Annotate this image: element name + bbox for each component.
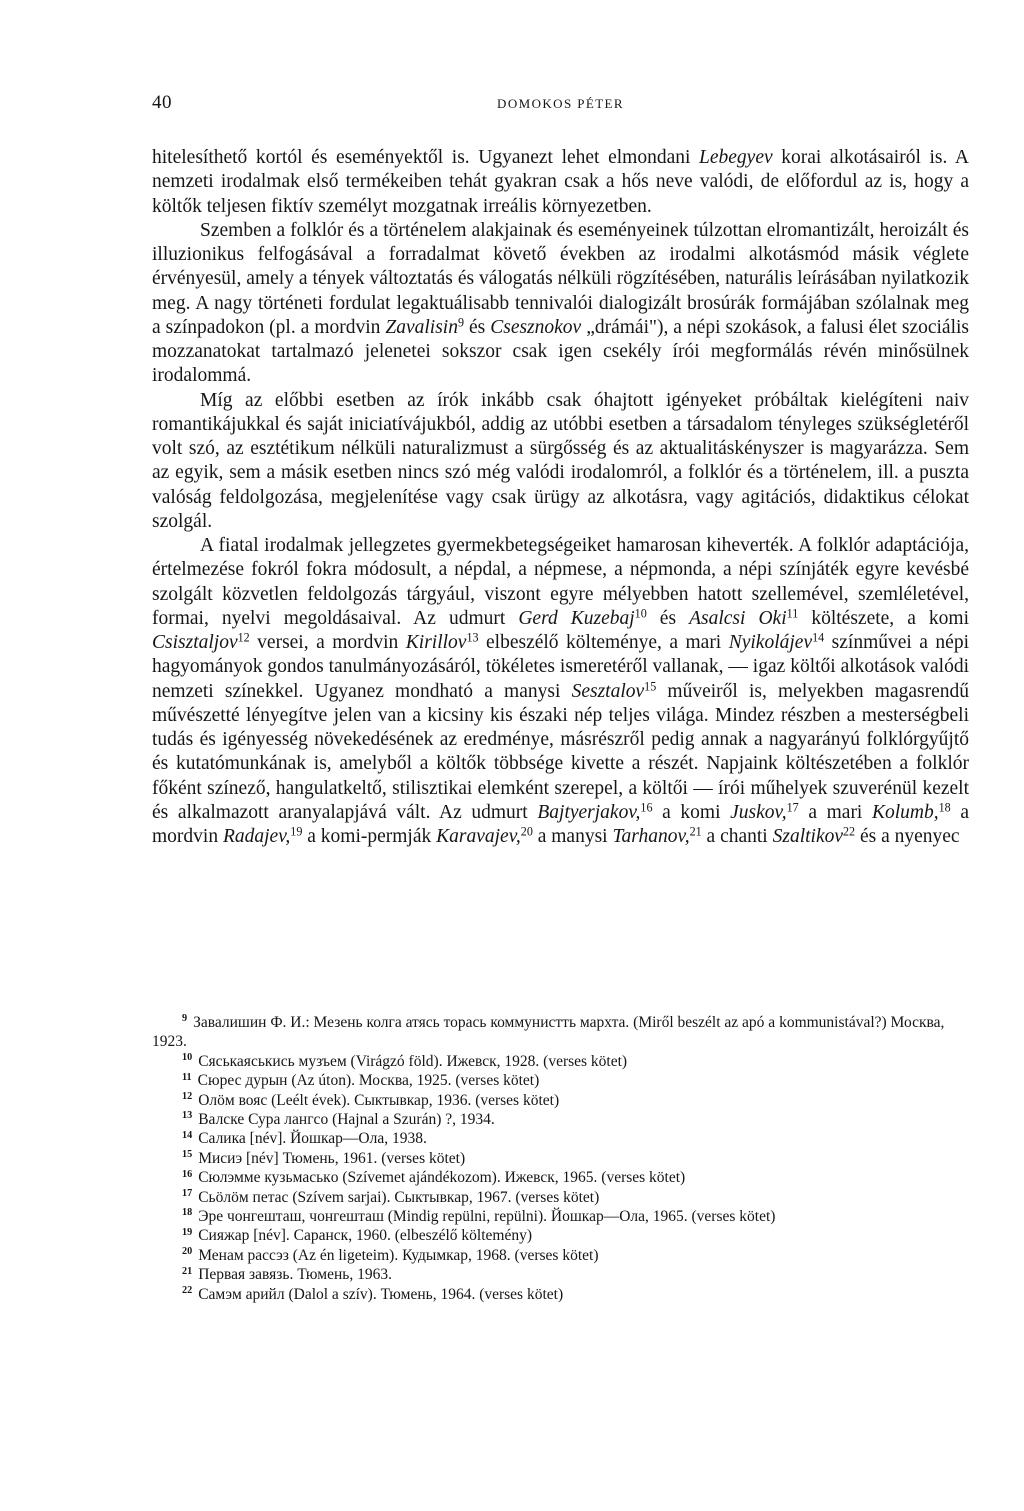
footnote-number: 22 <box>182 1285 193 1297</box>
author-name: , <box>635 801 641 823</box>
text-run: „drámái"), a népi szokások, a falusi élet szociális mozzanatokat tartalmazó jelenetei sokszor csak igen csekély írói megformálás révén minősülnek irodalommá. <box>152 316 970 387</box>
text-run: A fiatal irodalmak jellegzetes gyermekbetegségeiket hamarosan kiheverték. A folklór adaptációja, értelmezése fokról fokra módosult, a népdal, a népmese, a népmonda, a népi színjáték egyre kevésbé szolgált közvetlen feldolgozás tárgyául, viszont egyre mélyebben hatott szellemével, szemléletével, formai, nyelvi megoldásaival. Az udmurt <box>152 535 969 629</box>
footnote-text: Сюлэмме кузьмаськo (Szívemet ajándékozom). Ижевск, 1965. (verses kötet) <box>198 1169 686 1187</box>
footnote-number: 10 <box>182 1052 193 1064</box>
footnote-text: Сияжар [név]. Саранск, 1960. (elbeszélő költemény) <box>198 1227 532 1245</box>
text-run: színművei a népi hagyományok gondos tanulmányozásáról, tökéletes ismeretéről vallanak, — igaz költői alkotások valódi nemzeti színekkel. Ugyanez mondható a manysi <box>152 632 970 702</box>
footnote-text: Олӧм вояс (Leélt évek). Сыктывкар, 1936. (verses kötet) <box>198 1091 560 1109</box>
author-name: Kirillov <box>405 632 467 653</box>
footnote <box>152 1110 969 1129</box>
author-name: Lebegyev <box>699 147 773 168</box>
footnote-text: Мисиэ [név] Тюмень, 1961. (verses kötet) <box>198 1149 466 1167</box>
footnote-number: 19 <box>182 1226 193 1238</box>
footnote-text: Эре чонгешташ, чонгешташ (Mindig repülni, repülni). Йошкар—Ола, 1965. (verses kötet) <box>198 1208 776 1226</box>
footnote-reference: 16 <box>640 800 653 815</box>
footnote <box>152 1149 969 1168</box>
author-name: , <box>933 801 939 823</box>
author-name: , <box>515 826 521 847</box>
footnote-number: 14 <box>182 1129 193 1141</box>
footnote-reference: 19 <box>290 824 303 839</box>
footnote-number: 18 <box>182 1207 193 1219</box>
footnote-number: 16 <box>182 1168 193 1180</box>
footnote-text: Сяськаяськись музъем (Virágzó föld). Ижевск, 1928. (verses kötet) <box>198 1052 628 1070</box>
footnote-number: 9 <box>182 1013 188 1025</box>
author-name: Radajev <box>222 826 286 847</box>
text-run: a komi <box>652 801 731 823</box>
footnote <box>152 1246 969 1265</box>
author-name: , <box>781 801 787 823</box>
text-run: hitelesíthető kortól és eseményektől is. Ugyanezt lehet elmondani <box>152 147 700 168</box>
author-name: Nyikolájev <box>728 632 813 653</box>
footnote <box>152 1188 969 1207</box>
author-name: Tarhanov <box>612 826 685 847</box>
author-name: Sesztalov <box>571 680 645 702</box>
text-run: és <box>464 316 491 338</box>
footnote <box>152 1013 969 1052</box>
footnote <box>152 1207 969 1226</box>
footnote-text: Самэм арийл (Dalol a szív). Тюмень, 1964. (verses kötet) <box>198 1285 564 1303</box>
footnote-number: 12 <box>182 1091 193 1102</box>
text-run: műveiről is, melyekben magasrendű művészetté lényegítve jelen van a kicsiny kis északi nép teljes világa. Mindez részben a mesterségbeli tudás és igényesség növekedésének az eredménye, másrészről pedig annak a nagyarányú folklórgyűjtő és kutatómunkának is, amelyből a költők többsége kivette a részét. Napjaink költészetében a folklór főként színező, hangulatkeltő, stilisztikai elemként szerepel, a költői — írói műhelyek szuverénül kezelt és alkalmazott aranyalapjává vált. Az udmurt <box>152 680 969 823</box>
footnote-number: 20 <box>182 1246 193 1258</box>
text-run: elbeszélő költeménye, a mari <box>478 632 729 653</box>
footnote-reference: 10 <box>634 606 647 621</box>
footnote-reference: 11 <box>786 606 799 621</box>
footnote-text: Сюрес дурын (Az úton). Москва, 1925. (verses kötet) <box>197 1072 540 1090</box>
footnote-text: Завалишин Ф. И.: Мезень колга атясь торась коммунистть мархта. (Miről beszélt az apó a kommunistával?) Москва, 1923. <box>152 1014 945 1051</box>
text-run: a chanti <box>701 826 773 847</box>
author-name: Csisztaljov <box>152 632 238 653</box>
text-run: versei, a mordvin <box>249 632 406 653</box>
footnote-reference: 22 <box>843 824 856 839</box>
footnote-number: 21 <box>182 1265 193 1277</box>
footnote-text: Салика [név]. Йошкар—Ола, 1938. <box>198 1130 427 1148</box>
footnote-reference: 15 <box>644 678 657 693</box>
footnote <box>152 1052 969 1071</box>
text-run: és a nyenyec <box>855 826 960 847</box>
footnote-reference: 14 <box>812 630 825 645</box>
footnote-reference: 17 <box>786 800 799 815</box>
text-run: és <box>646 607 690 629</box>
footnote <box>152 1265 969 1284</box>
footnote-text: Сьӧлӧм петас (Szívem sarjai). Сыктывкар, 1967. (verses kötet) <box>198 1188 600 1206</box>
body-paragraph <box>152 219 969 389</box>
author-name: Gerd Kuzebaj <box>518 607 635 629</box>
footnote-reference: 20 <box>520 824 533 839</box>
author-name: Karavajev <box>436 826 516 847</box>
footnote-number: 11 <box>182 1071 192 1083</box>
body-paragraph <box>152 534 969 849</box>
footnote-reference: 21 <box>689 824 702 839</box>
author-name: Kolumb <box>872 801 934 823</box>
author-name: Asalcsi Oki <box>689 607 787 629</box>
author-name: Zavalisin <box>385 316 458 338</box>
text-run: a komi-permják <box>302 826 437 847</box>
footnote-number: 13 <box>182 1110 193 1122</box>
text-run: a manysi <box>532 826 613 847</box>
footnote-text: Валске Сура лангсо (Hajnal a Szurán) ?, 1934. <box>198 1111 495 1129</box>
running-head: DOMOKOS PÉTER <box>497 96 624 111</box>
footnote <box>152 1071 969 1090</box>
footnotes <box>152 1013 969 1304</box>
footnote <box>152 1168 969 1187</box>
page-header <box>152 92 969 118</box>
footnote <box>152 1285 969 1304</box>
author-name: Szaltikov <box>772 826 844 847</box>
footnote-text: Менам рассэз (Az én ligeteim). Кудымкар, 1968. (verses kötet) <box>198 1246 599 1264</box>
body-paragraph <box>152 389 969 535</box>
footnote-number: 15 <box>182 1149 193 1161</box>
text-run: Szemben a folklór és a történelem alakjainak és eseményeinek túlzottan elromantizált, heroizált és illuzionikus felfogásával a forradalmat követő években az irodalmi alkotásmód másik véglete érvényesül, amely a tények változtatás és válogatás nélküli rögzítésében, naturális leírásában nyilatkozik meg. A nagy történeti fordulat legaktuálisabb tennivalói dialogizált brosúrák formájában szólalnak meg a színpadokon (pl. a mordvin <box>152 219 969 338</box>
footnote-text: Первая завязь. Тюмень, 1963. <box>198 1266 392 1284</box>
body-paragraph <box>152 146 969 219</box>
author-name: Juskov <box>730 801 782 823</box>
footnote-reference: 9 <box>457 315 465 330</box>
footnote-reference: 12 <box>237 630 250 645</box>
page-number: 40 <box>152 92 172 113</box>
author-name: , <box>684 826 690 847</box>
footnote-reference: 13 <box>466 630 479 645</box>
footnote-number: 17 <box>182 1188 193 1200</box>
author-name: , <box>285 826 291 847</box>
footnote <box>152 1129 969 1148</box>
footnote <box>152 1091 969 1110</box>
text-run: a mordvin <box>152 801 970 847</box>
author-name: Csesznokov <box>490 316 582 338</box>
body-text <box>152 146 969 849</box>
text-run: a mari <box>798 801 872 823</box>
text-run: költészete, a komi <box>798 607 970 629</box>
text-run: korai alkotásairól is. A nemzeti irodalmak első termékeiben tehát gyakran csak a hős neve valódi, de előfordul az is, hogy a költők teljesen fiktív személyt mozgatnak irreális környezetben. <box>152 147 969 217</box>
footnote-reference: 18 <box>938 800 951 815</box>
author-name: Bajtyerjakov <box>537 801 636 823</box>
footnote <box>152 1226 969 1245</box>
text-run: Míg az előbbi esetben az írók inkább csak óhajtott igényeket próbáltak kielégíteni naiv romantikájukkal és saját iniciatívájukból, addig az utóbbi esetben a társadalom tényleges szükségletéről volt szó, az esztétikum nélküli naturalizmust a sürgősség és az aktualitáskényszer is magyarázza. Sem az egyik, sem a másik esetben nincs szó még valódi irodalomról, a folklór és a történelem, ill. a puszta valóság feldolgozása, megjelenítése vagy csak ürügy az alkotásra, vagy agitációs, didaktikus célokat szolgál. <box>152 389 969 532</box>
